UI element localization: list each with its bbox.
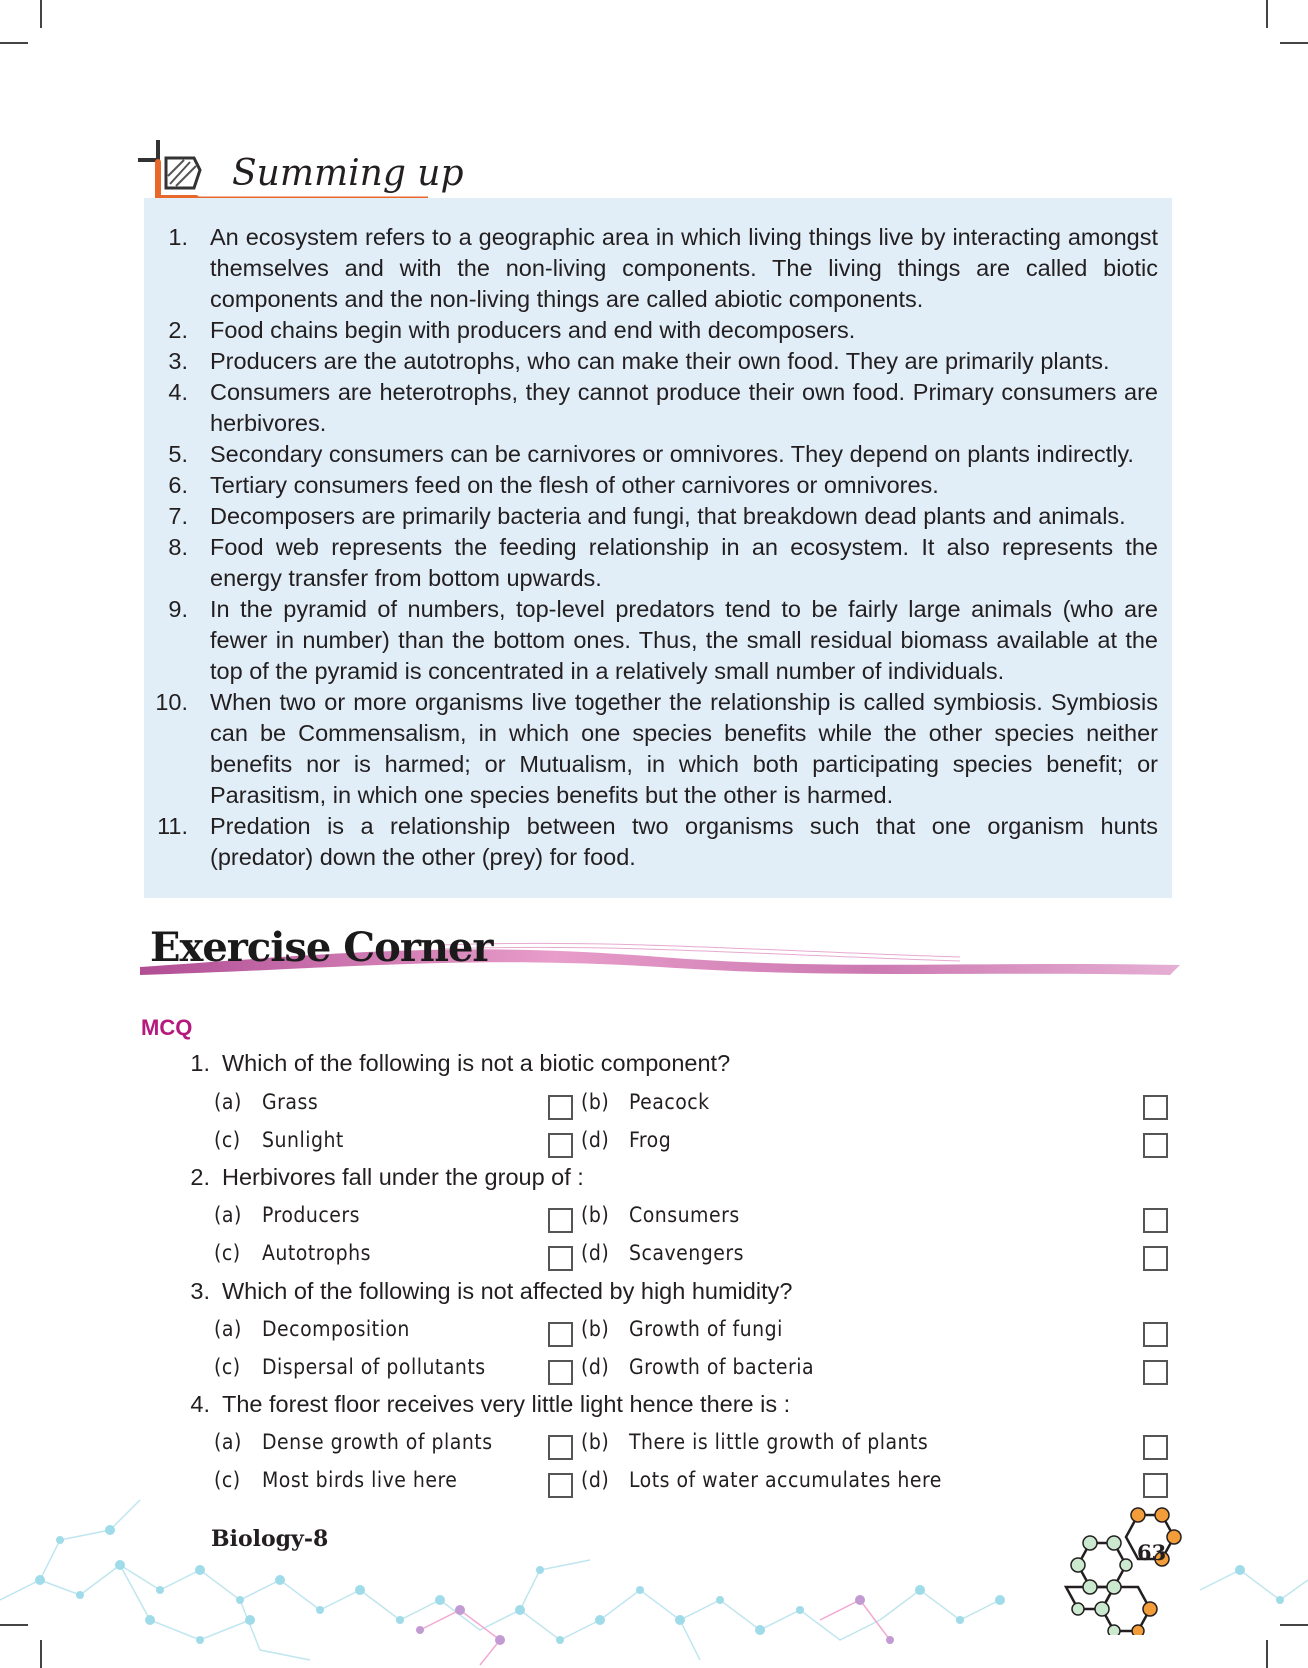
answer-checkbox[interactable] (548, 1133, 573, 1158)
exercise-corner-title: Exercise Corner (150, 924, 493, 971)
summary-item: 8. Food web represents the feeding relationship in an ecosystem. It also represents the energy transfer from bottom upwards. (168, 534, 1158, 591)
summary-item: 3. Producers are the autotrophs, who can make their own food. They are primarily plants. (168, 348, 1110, 374)
answer-checkbox[interactable] (1143, 1095, 1168, 1120)
option: (a) Dense growth of plants (214, 1430, 493, 1454)
option: (d) Lots of water accumulates here (581, 1468, 942, 1492)
option: (c) Most birds live here (214, 1468, 458, 1492)
page-number: 63 (1137, 1540, 1167, 1565)
option: (b) Peacock (581, 1090, 710, 1114)
option: (c) Sunlight (214, 1128, 344, 1152)
hexagon-page-decoration (1060, 1505, 1190, 1635)
crop-mark (1266, 0, 1268, 28)
summary-item: 2. Food chains begin with producers and end with decomposers. (168, 317, 856, 343)
summary-item: 7. Decomposers are primarily bacteria and fungi, that breakdown dead plants and animals. (168, 503, 1126, 529)
option: (b) Consumers (581, 1203, 740, 1227)
option: (b) There is little growth of plants (581, 1430, 929, 1454)
question: 3. Which of the following is not affected by high humidity? (190, 1278, 793, 1304)
answer-checkbox[interactable] (548, 1435, 573, 1460)
summary-item: 4. Consumers are heterotrophs, they cannot produce their own food. Primary consumers are herbivores. (168, 379, 1158, 436)
summary-list (144, 222, 1172, 873)
summary-box (144, 198, 1172, 898)
answer-checkbox[interactable] (1143, 1322, 1168, 1347)
answer-checkbox[interactable] (1143, 1208, 1168, 1233)
crop-mark (0, 42, 28, 44)
summary-item: 5. Secondary consumers can be carnivores or omnivores. They depend on plants indirectly. (168, 441, 1134, 467)
summary-item: 1. An ecosystem refers to a geographic area in which living things live by interacting amongst themselves and with the non-living components. The living things are called biotic components and the non-living things are called abiotic components. (168, 224, 1158, 312)
option: (b) Growth of fungi (581, 1317, 783, 1341)
option: (a) Decomposition (214, 1317, 410, 1341)
answer-checkbox[interactable] (1143, 1435, 1168, 1460)
summary-item: 11. Predation is a relationship between two organisms such that one organism hunts (predator) down the other (prey) for food. (157, 813, 1158, 870)
question: 4. The forest floor receives very little light hence there is : (190, 1391, 791, 1417)
answer-checkbox[interactable] (1143, 1246, 1168, 1271)
option: (c) Dispersal of pollutants (214, 1355, 486, 1379)
answer-checkbox[interactable] (548, 1360, 573, 1385)
option: (a) Grass (214, 1090, 319, 1114)
answer-checkbox[interactable] (1143, 1133, 1168, 1158)
book-title: Biology-8 (211, 1526, 329, 1552)
answer-checkbox[interactable] (548, 1095, 573, 1120)
question: 2. Herbivores fall under the group of : (190, 1164, 584, 1190)
answer-checkbox[interactable] (1143, 1360, 1168, 1385)
summary-item: 10. When two or more organisms live together the relationship is called symbiosis. Symbiosis can be Commensalism, in which one species benefits while the other species neither benefits nor is harmed; or Mutualism, in which both participating species benefit; or Parasitism, in which one species benefits but the other is harmed. (155, 689, 1158, 808)
option: (c) Autotrophs (214, 1241, 371, 1265)
question: 1. Which of the following is not a biotic component? (190, 1050, 731, 1076)
crop-mark (1280, 42, 1308, 44)
mcq-label: MCQ (141, 1015, 193, 1040)
option: (d) Frog (581, 1128, 672, 1152)
summary-item: 6. Tertiary consumers feed on the flesh of other carnivores or omnivores. (168, 472, 939, 498)
crop-mark (40, 0, 42, 28)
answer-checkbox[interactable] (548, 1322, 573, 1347)
answer-checkbox[interactable] (548, 1246, 573, 1271)
answer-checkbox[interactable] (548, 1208, 573, 1233)
option: (d) Scavengers (581, 1241, 744, 1265)
summary-item: 9. In the pyramid of numbers, top-level predators tend to be fairly large animals (who are fewer in number) than the bottom ones. Thus, the small residual biomass available at the top of the pyramid is concentrated in a relatively small number of individuals. (168, 596, 1158, 684)
option: (a) Producers (214, 1203, 360, 1227)
option: (d) Growth of bacteria (581, 1355, 815, 1379)
summing-up-title: Summing up (232, 153, 464, 194)
